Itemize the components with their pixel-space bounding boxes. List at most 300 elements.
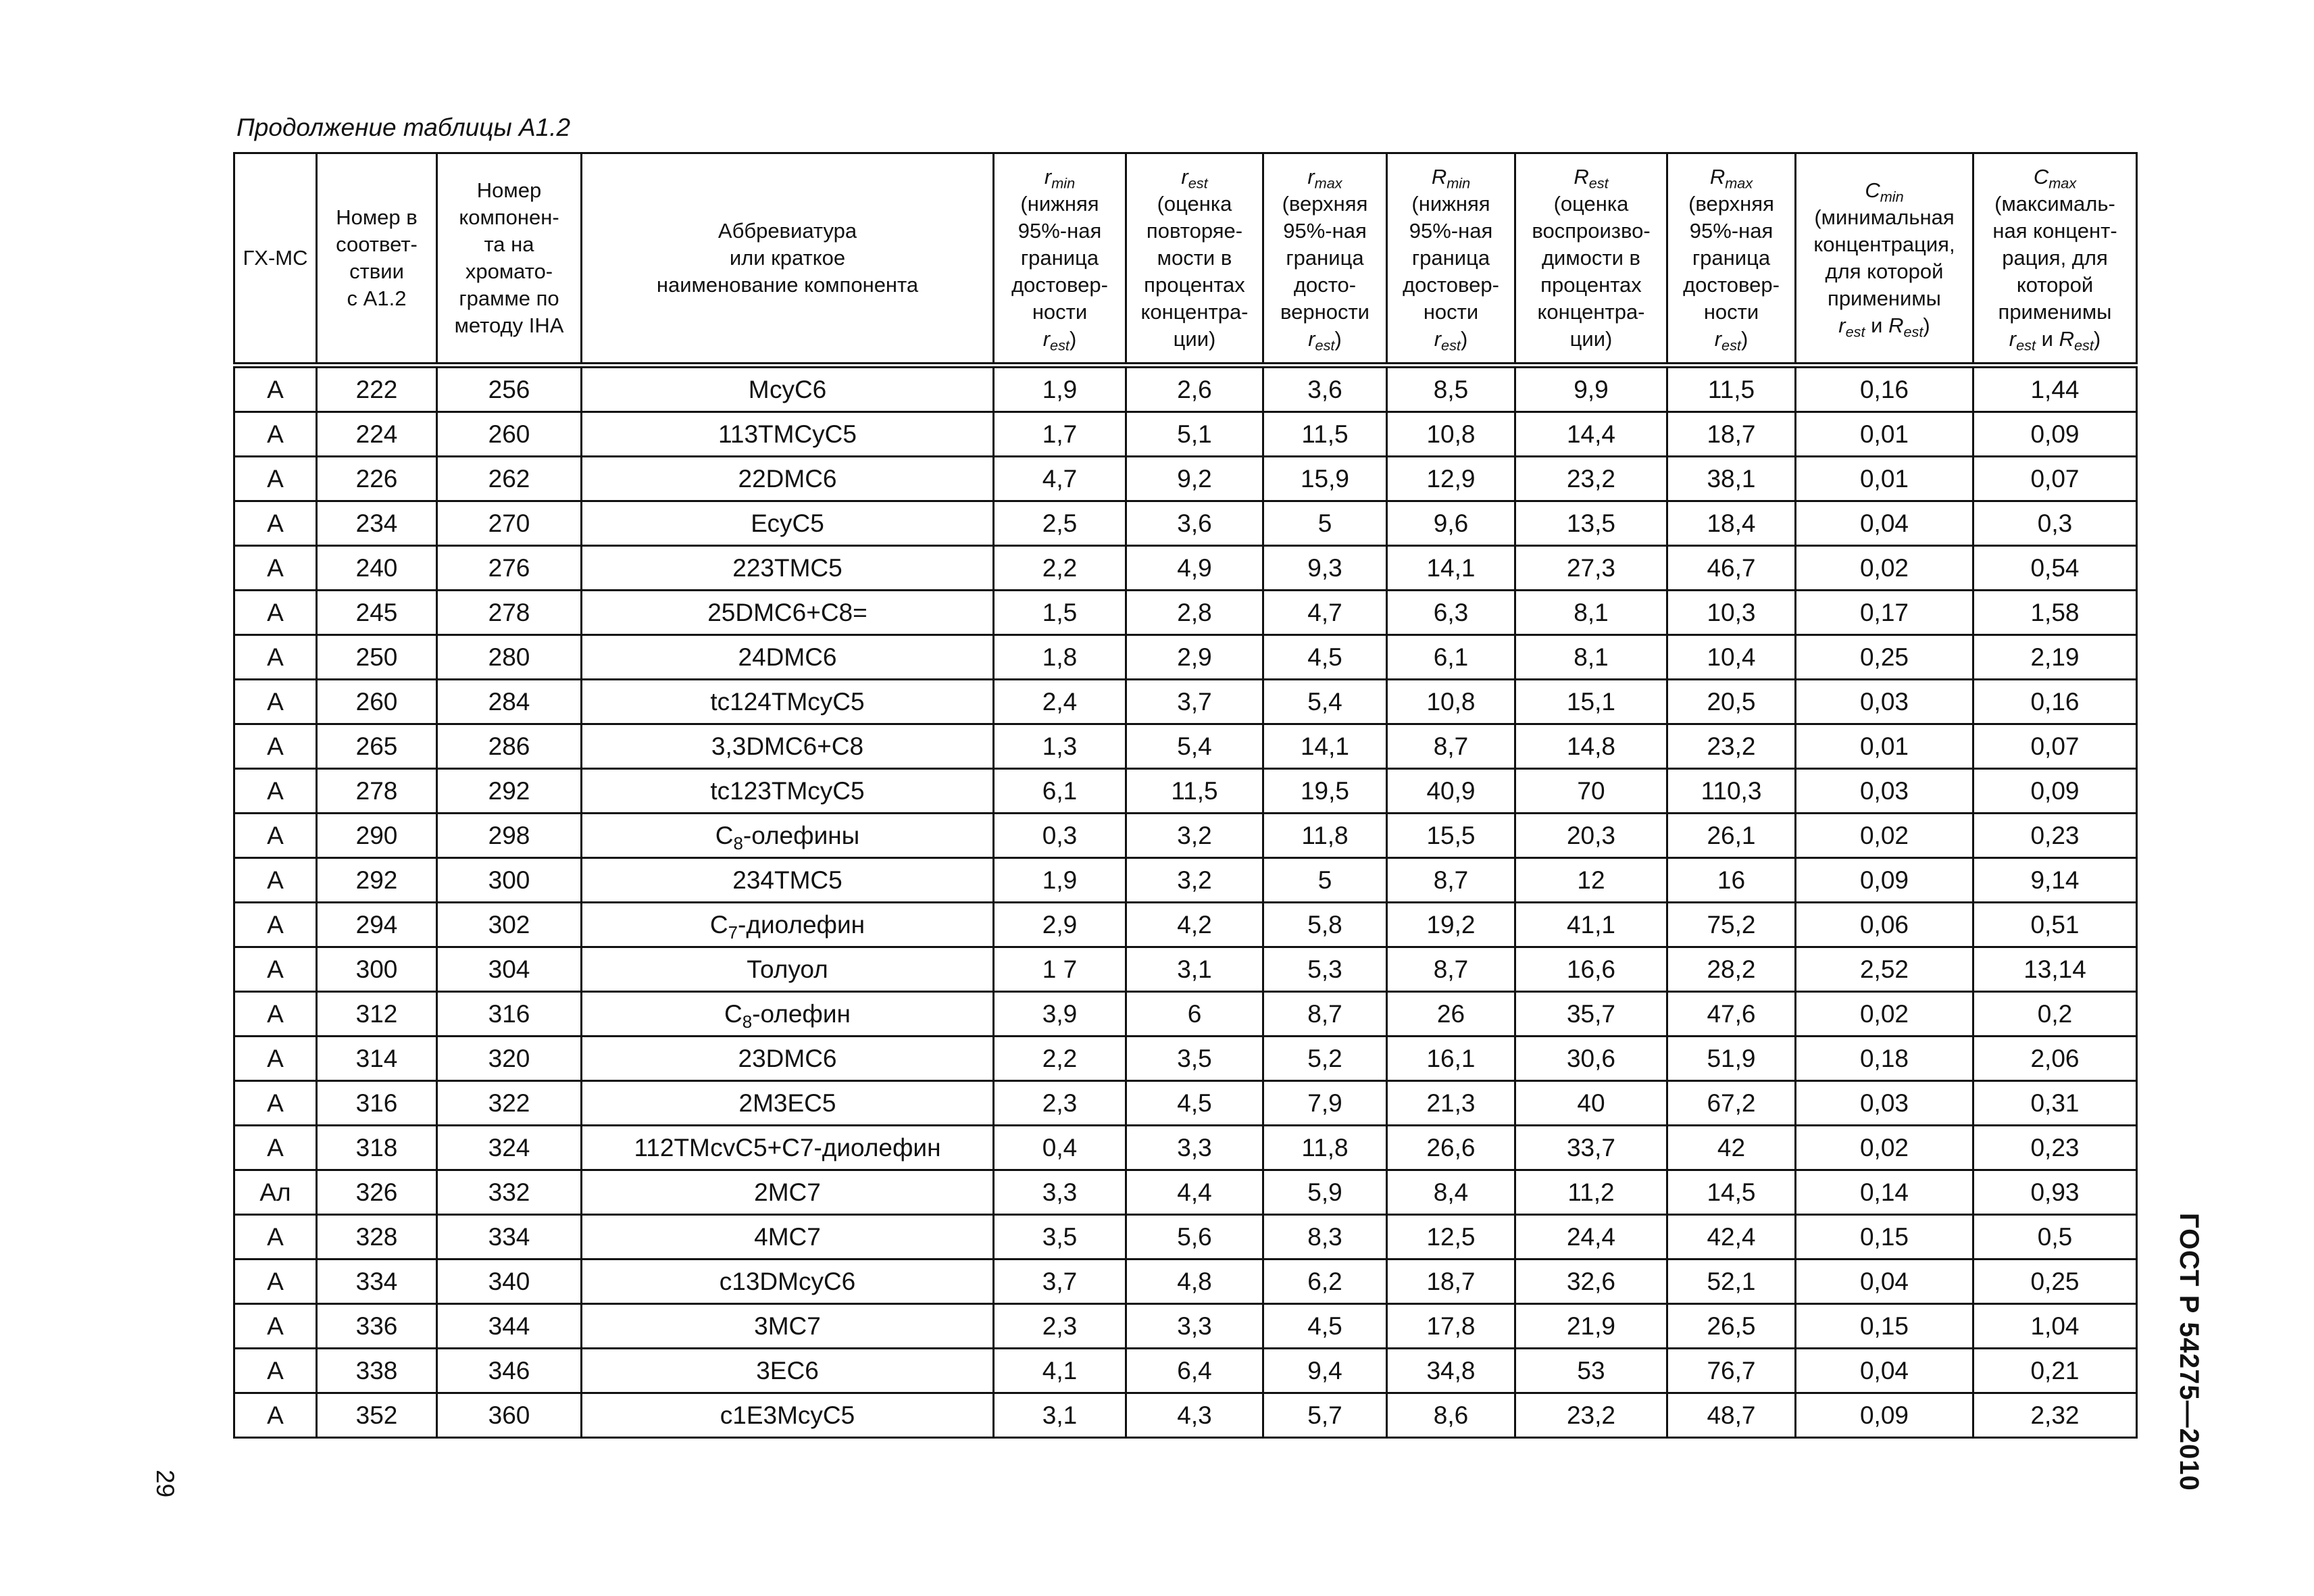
cell-num-a12: 312 bbox=[317, 992, 437, 1037]
cell-Cmin: 0,04 bbox=[1796, 501, 1973, 546]
cell-Rmax: 76,7 bbox=[1667, 1349, 1796, 1393]
cell-Rest: 9,9 bbox=[1515, 366, 1667, 412]
cell-num-a12: 278 bbox=[317, 769, 437, 814]
cell-num-iha: 304 bbox=[437, 947, 582, 992]
cell-method: А bbox=[234, 814, 317, 858]
cell-rmin: 1,9 bbox=[994, 366, 1126, 412]
header-rmin: $r_{min}$ (нижняя 95%-ная граница достовер- ности $r_{est}$) bbox=[994, 153, 1126, 366]
cell-method: А bbox=[234, 1126, 317, 1170]
cell-Rmax: 28,2 bbox=[1667, 947, 1796, 992]
cell-abbreviation: 2МС7 bbox=[582, 1170, 994, 1215]
cell-Rmin: 16,1 bbox=[1387, 1037, 1515, 1081]
cell-Cmax: 0,07 bbox=[1973, 457, 2137, 501]
cell-rmin: 3,7 bbox=[994, 1260, 1126, 1304]
cell-rmin: 4,7 bbox=[994, 457, 1126, 501]
cell-Rest: 20,3 bbox=[1515, 814, 1667, 858]
cell-rmin: 3,3 bbox=[994, 1170, 1126, 1215]
cell-method: А bbox=[234, 1037, 317, 1081]
cell-Cmin: 0,01 bbox=[1796, 412, 1973, 457]
cell-Cmax: 0,2 bbox=[1973, 992, 2137, 1037]
cell-Rest: 8,1 bbox=[1515, 591, 1667, 635]
cell-rmin: 2,2 bbox=[994, 1037, 1126, 1081]
cell-num-a12: 250 bbox=[317, 635, 437, 680]
cell-rest: 4,3 bbox=[1126, 1393, 1263, 1438]
cell-rest: 4,8 bbox=[1126, 1260, 1263, 1304]
cell-method: А bbox=[234, 366, 317, 412]
cell-abbreviation: $С_8$-олефин bbox=[582, 992, 994, 1037]
table-row bbox=[234, 501, 2137, 546]
cell-abbreviation: 3МС7 bbox=[582, 1304, 994, 1349]
cell-rmin: 6,1 bbox=[994, 769, 1126, 814]
cell-num-iha: 286 bbox=[437, 724, 582, 769]
data-table bbox=[233, 152, 2138, 1439]
cell-abbreviation: 3,3DMC6+C8 bbox=[582, 724, 994, 769]
table-row bbox=[234, 1260, 2137, 1304]
cell-num-iha: 298 bbox=[437, 814, 582, 858]
cell-Cmax: 0,5 bbox=[1973, 1215, 2137, 1260]
cell-Rmax: 75,2 bbox=[1667, 903, 1796, 947]
cell-Rmax: 51,9 bbox=[1667, 1037, 1796, 1081]
cell-num-iha: 332 bbox=[437, 1170, 582, 1215]
cell-Cmax: 2,06 bbox=[1973, 1037, 2137, 1081]
cell-Cmin: 0,01 bbox=[1796, 724, 1973, 769]
cell-Rest: 23,2 bbox=[1515, 457, 1667, 501]
table-row bbox=[234, 635, 2137, 680]
cell-Cmax: 0,23 bbox=[1973, 1126, 2137, 1170]
table-row bbox=[234, 457, 2137, 501]
cell-method: А bbox=[234, 1260, 317, 1304]
cell-rest: 3,6 bbox=[1126, 501, 1263, 546]
cell-rest: 4,5 bbox=[1126, 1081, 1263, 1126]
cell-num-iha: 262 bbox=[437, 457, 582, 501]
cell-method: А bbox=[234, 903, 317, 947]
cell-Cmin: 0,15 bbox=[1796, 1215, 1973, 1260]
cell-Cmax: 0,09 bbox=[1973, 769, 2137, 814]
cell-Rmax: 67,2 bbox=[1667, 1081, 1796, 1126]
cell-Rmax: 110,3 bbox=[1667, 769, 1796, 814]
table-row bbox=[234, 992, 2137, 1037]
cell-Cmax: 1,58 bbox=[1973, 591, 2137, 635]
cell-num-iha: 344 bbox=[437, 1304, 582, 1349]
cell-Cmin: 0,17 bbox=[1796, 591, 1973, 635]
cell-Rmin: 8,4 bbox=[1387, 1170, 1515, 1215]
cell-rmin: 1,7 bbox=[994, 412, 1126, 457]
cell-rmax: 4,5 bbox=[1263, 635, 1387, 680]
cell-abbreviation: c1E3McyC5 bbox=[582, 1393, 994, 1438]
cell-Cmax: 0,93 bbox=[1973, 1170, 2137, 1215]
cell-rest: 5,1 bbox=[1126, 412, 1263, 457]
cell-num-a12: 290 bbox=[317, 814, 437, 858]
cell-Rmax: 38,1 bbox=[1667, 457, 1796, 501]
cell-num-iha: 276 bbox=[437, 546, 582, 591]
cell-Rest: 35,7 bbox=[1515, 992, 1667, 1037]
cell-num-a12: 314 bbox=[317, 1037, 437, 1081]
cell-Rmin: 12,5 bbox=[1387, 1215, 1515, 1260]
cell-Rest: 15,1 bbox=[1515, 680, 1667, 724]
cell-rest: 3,3 bbox=[1126, 1304, 1263, 1349]
cell-num-a12: 245 bbox=[317, 591, 437, 635]
header-num-iha: Номер компонен- та на хромато- грамме по методу IHA bbox=[437, 153, 582, 366]
cell-Cmax: 0,25 bbox=[1973, 1260, 2137, 1304]
cell-rmax: 5,4 bbox=[1263, 680, 1387, 724]
cell-rmax: 5,9 bbox=[1263, 1170, 1387, 1215]
cell-Cmin: 0,15 bbox=[1796, 1304, 1973, 1349]
table-row bbox=[234, 724, 2137, 769]
cell-method: А bbox=[234, 992, 317, 1037]
cell-num-a12: 336 bbox=[317, 1304, 437, 1349]
cell-rmin: 1,3 bbox=[994, 724, 1126, 769]
cell-rmax: 8,3 bbox=[1263, 1215, 1387, 1260]
cell-abbreviation: 25DMC6+C8= bbox=[582, 591, 994, 635]
cell-Rmin: 8,5 bbox=[1387, 366, 1515, 412]
cell-Rmin: 40,9 bbox=[1387, 769, 1515, 814]
cell-method: А bbox=[234, 724, 317, 769]
cell-num-iha: 360 bbox=[437, 1393, 582, 1438]
cell-rmin: 3,1 bbox=[994, 1393, 1126, 1438]
cell-Rmax: 20,5 bbox=[1667, 680, 1796, 724]
table-row bbox=[234, 1126, 2137, 1170]
cell-Rmax: 16 bbox=[1667, 858, 1796, 903]
cell-rmin: 1,5 bbox=[994, 591, 1126, 635]
table-row bbox=[234, 591, 2137, 635]
cell-abbreviation: 4МС7 bbox=[582, 1215, 994, 1260]
cell-rest: 3,1 bbox=[1126, 947, 1263, 992]
cell-method: А bbox=[234, 1349, 317, 1393]
cell-rest: 3,7 bbox=[1126, 680, 1263, 724]
cell-rmax: 6,2 bbox=[1263, 1260, 1387, 1304]
table-caption: Продолжение таблицы А1.2 bbox=[236, 114, 571, 141]
cell-rmin: 3,5 bbox=[994, 1215, 1126, 1260]
cell-abbreviation: 24DMC6 bbox=[582, 635, 994, 680]
cell-Cmin: 0,03 bbox=[1796, 680, 1973, 724]
cell-Rest: 33,7 bbox=[1515, 1126, 1667, 1170]
cell-Rmin: 18,7 bbox=[1387, 1260, 1515, 1304]
cell-rmin: 2,4 bbox=[994, 680, 1126, 724]
cell-Cmin: 0,04 bbox=[1796, 1349, 1973, 1393]
cell-rest: 3,2 bbox=[1126, 858, 1263, 903]
cell-Rmin: 26,6 bbox=[1387, 1126, 1515, 1170]
cell-Rmax: 10,3 bbox=[1667, 591, 1796, 635]
cell-abbreviation: tc124TMcyC5 bbox=[582, 680, 994, 724]
cell-num-a12: 222 bbox=[317, 366, 437, 412]
header-Cmin: $C_{min}$ (минимальная концентрация, для которой применимы $r_{est}$ и $R_{est}$) bbox=[1796, 153, 1973, 366]
cell-Rmax: 11,5 bbox=[1667, 366, 1796, 412]
cell-Cmin: 0,02 bbox=[1796, 992, 1973, 1037]
cell-Rmin: 17,8 bbox=[1387, 1304, 1515, 1349]
cell-rmin: 1,9 bbox=[994, 858, 1126, 903]
cell-num-iha: 334 bbox=[437, 1215, 582, 1260]
table-row bbox=[234, 1393, 2137, 1438]
cell-abbreviation: 23DMC6 bbox=[582, 1037, 994, 1081]
cell-rest: 4,9 bbox=[1126, 546, 1263, 591]
header-gxms: ГХ-МС bbox=[234, 153, 317, 366]
cell-Cmax: 0,07 bbox=[1973, 724, 2137, 769]
cell-Rmax: 42 bbox=[1667, 1126, 1796, 1170]
header-Rmin: $R_{min}$ (нижняя 95%-ная граница достовер- ности $r_{est}$) bbox=[1387, 153, 1515, 366]
cell-rest: 6,4 bbox=[1126, 1349, 1263, 1393]
cell-abbreviation: 112ТМсvС5+С7-диолефин bbox=[582, 1126, 994, 1170]
cell-num-a12: 338 bbox=[317, 1349, 437, 1393]
table-row bbox=[234, 903, 2137, 947]
cell-abbreviation: МсуС6 bbox=[582, 366, 994, 412]
cell-abbreviation: $С_8$-олефины bbox=[582, 814, 994, 858]
cell-Cmin: 0,16 bbox=[1796, 366, 1973, 412]
cell-Cmax: 13,14 bbox=[1973, 947, 2137, 992]
cell-Cmin: 0,14 bbox=[1796, 1170, 1973, 1215]
table-row bbox=[234, 680, 2137, 724]
cell-num-a12: 318 bbox=[317, 1126, 437, 1170]
cell-Cmin: 2,52 bbox=[1796, 947, 1973, 992]
cell-rmin: 1 7 bbox=[994, 947, 1126, 992]
cell-Rest: 16,6 bbox=[1515, 947, 1667, 992]
cell-method: А bbox=[234, 412, 317, 457]
cell-num-a12: 294 bbox=[317, 903, 437, 947]
cell-rest: 9,2 bbox=[1126, 457, 1263, 501]
cell-Rmax: 14,5 bbox=[1667, 1170, 1796, 1215]
cell-Rest: 27,3 bbox=[1515, 546, 1667, 591]
cell-Rmin: 34,8 bbox=[1387, 1349, 1515, 1393]
cell-Cmax: 2,32 bbox=[1973, 1393, 2137, 1438]
cell-num-iha: 322 bbox=[437, 1081, 582, 1126]
cell-rmin: 4,1 bbox=[994, 1349, 1126, 1393]
cell-num-iha: 302 bbox=[437, 903, 582, 947]
cell-rest: 2,9 bbox=[1126, 635, 1263, 680]
cell-Rmin: 21,3 bbox=[1387, 1081, 1515, 1126]
cell-Rmax: 46,7 bbox=[1667, 546, 1796, 591]
cell-rmax: 5,8 bbox=[1263, 903, 1387, 947]
header-Rmax: $R_{max}$ (верхняя 95%-ная граница достовер- ности $r_{est}$) bbox=[1667, 153, 1796, 366]
cell-num-iha: 278 bbox=[437, 591, 582, 635]
cell-Cmax: 1,44 bbox=[1973, 366, 2137, 412]
cell-num-a12: 316 bbox=[317, 1081, 437, 1126]
cell-Cmax: 0,3 bbox=[1973, 501, 2137, 546]
cell-num-a12: 334 bbox=[317, 1260, 437, 1304]
cell-Cmin: 0,03 bbox=[1796, 1081, 1973, 1126]
cell-rest: 3,2 bbox=[1126, 814, 1263, 858]
cell-method: А bbox=[234, 1081, 317, 1126]
cell-Cmin: 0,03 bbox=[1796, 769, 1973, 814]
cell-rest: 5,4 bbox=[1126, 724, 1263, 769]
cell-Rmax: 26,5 bbox=[1667, 1304, 1796, 1349]
cell-rmin: 2,5 bbox=[994, 501, 1126, 546]
cell-abbreviation: 3ЕС6 bbox=[582, 1349, 994, 1393]
cell-num-iha: 280 bbox=[437, 635, 582, 680]
cell-Cmin: 0,02 bbox=[1796, 814, 1973, 858]
header-num-a12: Номер в соответ- ствии с А1.2 bbox=[317, 153, 437, 366]
cell-Rest: 11,2 bbox=[1515, 1170, 1667, 1215]
cell-rest: 4,2 bbox=[1126, 903, 1263, 947]
cell-Rmax: 47,6 bbox=[1667, 992, 1796, 1037]
cell-Cmin: 0,02 bbox=[1796, 1126, 1973, 1170]
table-row bbox=[234, 546, 2137, 591]
cell-Rmin: 8,7 bbox=[1387, 724, 1515, 769]
cell-rmin: 2,2 bbox=[994, 546, 1126, 591]
cell-num-a12: 234 bbox=[317, 501, 437, 546]
cell-num-a12: 226 bbox=[317, 457, 437, 501]
cell-method: А bbox=[234, 591, 317, 635]
cell-num-iha: 316 bbox=[437, 992, 582, 1037]
cell-num-a12: 260 bbox=[317, 680, 437, 724]
cell-Rmax: 52,1 bbox=[1667, 1260, 1796, 1304]
table-row bbox=[234, 1170, 2137, 1215]
table-row bbox=[234, 366, 2137, 412]
cell-num-iha: 256 bbox=[437, 366, 582, 412]
cell-num-a12: 300 bbox=[317, 947, 437, 992]
cell-rmax: 5,7 bbox=[1263, 1393, 1387, 1438]
cell-Cmax: 2,19 bbox=[1973, 635, 2137, 680]
cell-abbreviation: ЕсуС5 bbox=[582, 501, 994, 546]
cell-num-a12: 240 bbox=[317, 546, 437, 591]
cell-num-iha: 270 bbox=[437, 501, 582, 546]
cell-method: А bbox=[234, 1215, 317, 1260]
cell-rmax: 7,9 bbox=[1263, 1081, 1387, 1126]
cell-method: Ал bbox=[234, 1170, 317, 1215]
cell-rest: 4,4 bbox=[1126, 1170, 1263, 1215]
cell-Cmax: 0,51 bbox=[1973, 903, 2137, 947]
cell-Rmax: 26,1 bbox=[1667, 814, 1796, 858]
cell-Cmax: 0,31 bbox=[1973, 1081, 2137, 1126]
cell-num-a12: 326 bbox=[317, 1170, 437, 1215]
cell-Rmax: 42,4 bbox=[1667, 1215, 1796, 1260]
cell-rmax: 9,3 bbox=[1263, 546, 1387, 591]
cell-Rest: 40 bbox=[1515, 1081, 1667, 1126]
cell-num-iha: 260 bbox=[437, 412, 582, 457]
cell-num-iha: 340 bbox=[437, 1260, 582, 1304]
cell-abbreviation: 234ТМС5 bbox=[582, 858, 994, 903]
cell-rmax: 8,7 bbox=[1263, 992, 1387, 1037]
cell-Rmin: 8,6 bbox=[1387, 1393, 1515, 1438]
cell-Rest: 30,6 bbox=[1515, 1037, 1667, 1081]
cell-Rest: 8,1 bbox=[1515, 635, 1667, 680]
cell-Rest: 24,4 bbox=[1515, 1215, 1667, 1260]
cell-rmax: 11,8 bbox=[1263, 1126, 1387, 1170]
cell-method: А bbox=[234, 680, 317, 724]
cell-num-iha: 284 bbox=[437, 680, 582, 724]
cell-rmax: 14,1 bbox=[1263, 724, 1387, 769]
cell-abbreviation: 2М3ЕС5 bbox=[582, 1081, 994, 1126]
cell-Rmax: 18,4 bbox=[1667, 501, 1796, 546]
cell-method: А bbox=[234, 1393, 317, 1438]
cell-rmax: 11,5 bbox=[1263, 412, 1387, 457]
cell-rmin: 2,3 bbox=[994, 1304, 1126, 1349]
table-row bbox=[234, 1037, 2137, 1081]
cell-rmax: 4,5 bbox=[1263, 1304, 1387, 1349]
cell-num-iha: 300 bbox=[437, 858, 582, 903]
cell-rmin: 2,3 bbox=[994, 1081, 1126, 1126]
cell-Rmax: 23,2 bbox=[1667, 724, 1796, 769]
cell-Cmax: 0,23 bbox=[1973, 814, 2137, 858]
cell-abbreviation: $С_7$-диолефин bbox=[582, 903, 994, 947]
cell-Cmax: 0,16 bbox=[1973, 680, 2137, 724]
table-row bbox=[234, 814, 2137, 858]
cell-rest: 2,6 bbox=[1126, 366, 1263, 412]
header-Rest: $R_{est}$ (оценка воспроизво- димости в процентах концентра- ции) bbox=[1515, 153, 1667, 366]
cell-Cmax: 9,14 bbox=[1973, 858, 2137, 903]
cell-Rmin: 19,2 bbox=[1387, 903, 1515, 947]
cell-num-a12: 328 bbox=[317, 1215, 437, 1260]
cell-method: А bbox=[234, 947, 317, 992]
cell-rmin: 3,9 bbox=[994, 992, 1126, 1037]
table-row bbox=[234, 1349, 2137, 1393]
cell-rmax: 15,9 bbox=[1263, 457, 1387, 501]
cell-Cmax: 0,21 bbox=[1973, 1349, 2137, 1393]
header-rmax: $r_{max}$ (верхняя 95%-ная граница досто- верности $r_{est}$) bbox=[1263, 153, 1387, 366]
cell-abbreviation: 22DMC6 bbox=[582, 457, 994, 501]
cell-method: А bbox=[234, 457, 317, 501]
cell-Rest: 14,4 bbox=[1515, 412, 1667, 457]
cell-Cmin: 0,25 bbox=[1796, 635, 1973, 680]
cell-method: А bbox=[234, 1304, 317, 1349]
cell-num-a12: 292 bbox=[317, 858, 437, 903]
table-row bbox=[234, 947, 2137, 992]
cell-rmax: 5 bbox=[1263, 858, 1387, 903]
page-number: 29 bbox=[151, 1470, 179, 1498]
table-row bbox=[234, 1081, 2137, 1126]
cell-Cmin: 0,01 bbox=[1796, 457, 1973, 501]
cell-Rest: 21,9 bbox=[1515, 1304, 1667, 1349]
cell-Cmin: 0,09 bbox=[1796, 858, 1973, 903]
cell-Rmin: 10,8 bbox=[1387, 412, 1515, 457]
cell-method: А bbox=[234, 501, 317, 546]
cell-Cmin: 0,09 bbox=[1796, 1393, 1973, 1438]
cell-num-a12: 352 bbox=[317, 1393, 437, 1438]
table-row bbox=[234, 769, 2137, 814]
cell-method: А bbox=[234, 546, 317, 591]
cell-Cmin: 0,04 bbox=[1796, 1260, 1973, 1304]
cell-Rest: 23,2 bbox=[1515, 1393, 1667, 1438]
cell-Rmax: 48,7 bbox=[1667, 1393, 1796, 1438]
table-header-row bbox=[234, 153, 2137, 366]
table-row bbox=[234, 412, 2137, 457]
cell-Rest: 70 bbox=[1515, 769, 1667, 814]
cell-Rest: 41,1 bbox=[1515, 903, 1667, 947]
cell-Rmin: 14,1 bbox=[1387, 546, 1515, 591]
cell-Rmin: 6,3 bbox=[1387, 591, 1515, 635]
cell-Rmax: 10,4 bbox=[1667, 635, 1796, 680]
cell-rmax: 9,4 bbox=[1263, 1349, 1387, 1393]
cell-rmin: 2,9 bbox=[994, 903, 1126, 947]
cell-abbreviation: tc123TMcyC5 bbox=[582, 769, 994, 814]
cell-num-iha: 292 bbox=[437, 769, 582, 814]
cell-num-a12: 265 bbox=[317, 724, 437, 769]
header-abbreviation: Аббревиатура или краткое наименование компонента bbox=[582, 153, 994, 366]
cell-num-a12: 224 bbox=[317, 412, 437, 457]
cell-abbreviation: 113ТМСуС5 bbox=[582, 412, 994, 457]
cell-Rest: 12 bbox=[1515, 858, 1667, 903]
cell-rest: 11,5 bbox=[1126, 769, 1263, 814]
cell-rest: 3,3 bbox=[1126, 1126, 1263, 1170]
table-row bbox=[234, 858, 2137, 903]
cell-rmax: 11,8 bbox=[1263, 814, 1387, 858]
table-row bbox=[234, 1215, 2137, 1260]
cell-Rmax: 18,7 bbox=[1667, 412, 1796, 457]
cell-method: А bbox=[234, 858, 317, 903]
table-body bbox=[234, 366, 2137, 1438]
cell-rest: 3,5 bbox=[1126, 1037, 1263, 1081]
cell-num-iha: 324 bbox=[437, 1126, 582, 1170]
cell-rmax: 5,2 bbox=[1263, 1037, 1387, 1081]
cell-Rest: 13,5 bbox=[1515, 501, 1667, 546]
cell-abbreviation: c13DMcyC6 bbox=[582, 1260, 994, 1304]
cell-Cmax: 0,54 bbox=[1973, 546, 2137, 591]
header-Cmax: $C_{max}$ (максималь- ная концент- рация, для которой применимы $r_{est}$ и $R_{est}$) bbox=[1973, 153, 2137, 366]
cell-Rmin: 15,5 bbox=[1387, 814, 1515, 858]
cell-Cmax: 1,04 bbox=[1973, 1304, 2137, 1349]
cell-Rmin: 10,8 bbox=[1387, 680, 1515, 724]
cell-method: А bbox=[234, 635, 317, 680]
cell-abbreviation: Толуол bbox=[582, 947, 994, 992]
cell-method: А bbox=[234, 769, 317, 814]
